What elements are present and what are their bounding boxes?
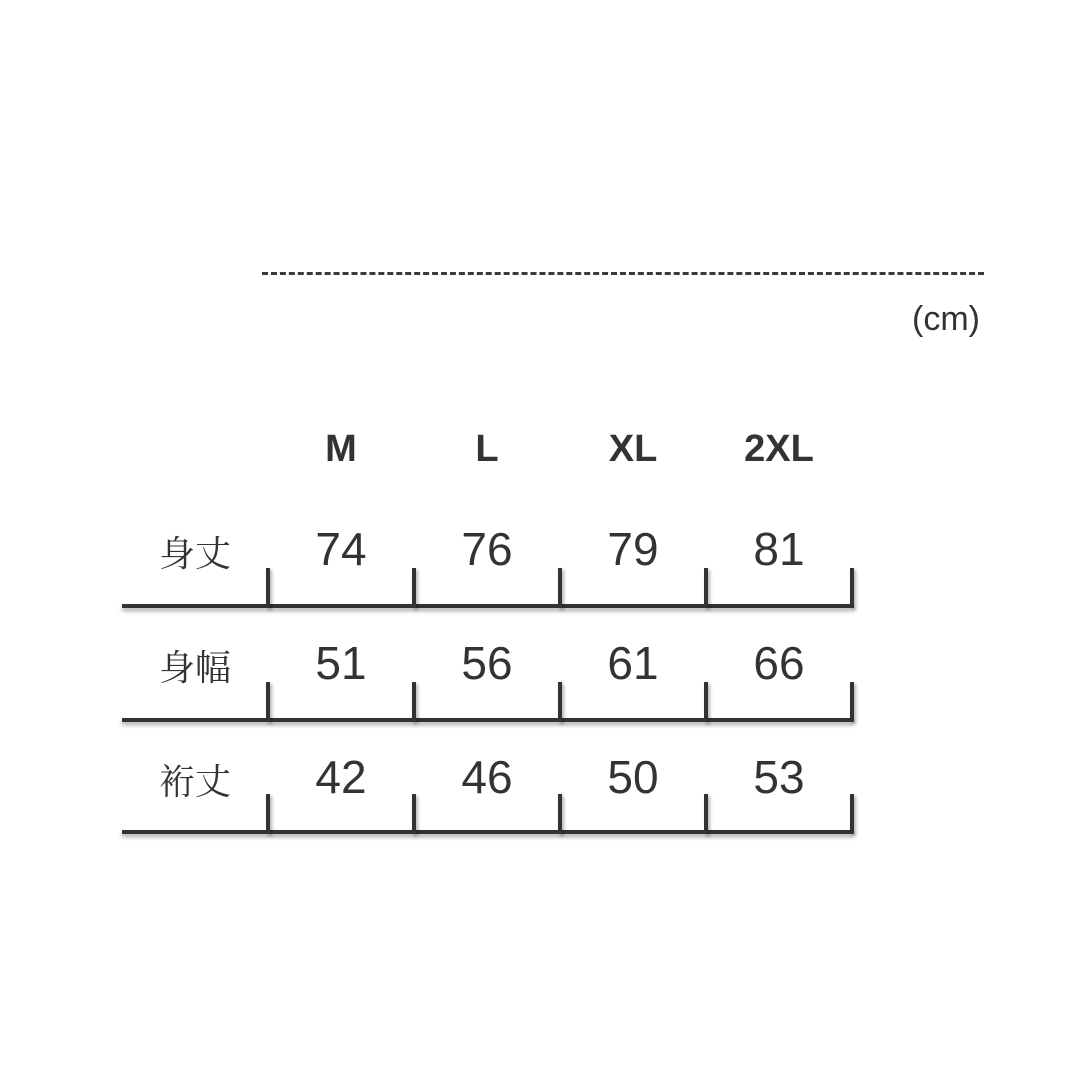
column-header-m: M <box>325 428 357 470</box>
table-cell: 46 <box>461 751 513 803</box>
table-cell: 79 <box>607 523 659 575</box>
row-label-sleeve-length: 裄丈 <box>158 762 231 803</box>
table-cell: 56 <box>461 637 513 689</box>
cell-tick <box>266 794 270 834</box>
table-cell: 51 <box>315 637 367 689</box>
table-cell: 50 <box>607 751 659 803</box>
row-divider <box>122 830 854 834</box>
cell-tick <box>412 682 416 722</box>
cell-tick <box>266 568 270 608</box>
cell-tick <box>704 682 708 722</box>
dashed-divider <box>262 272 984 275</box>
table-cell: 53 <box>753 751 805 803</box>
cell-tick <box>412 568 416 608</box>
table-cell: 81 <box>753 523 805 575</box>
table-cell: 66 <box>753 637 805 689</box>
row-label-body-length: 身丈 <box>158 534 231 575</box>
cell-tick <box>558 794 562 834</box>
row-divider <box>122 604 854 608</box>
cell-tick <box>850 568 854 608</box>
unit-label: (cm) <box>912 300 980 338</box>
cell-tick <box>704 568 708 608</box>
cell-tick <box>850 794 854 834</box>
row-label-body-width: 身幅 <box>158 648 231 689</box>
column-header-2xl: 2XL <box>744 428 814 470</box>
cell-tick <box>704 794 708 834</box>
table-cell: 76 <box>461 523 513 575</box>
table-cell: 61 <box>607 637 659 689</box>
cell-tick <box>266 682 270 722</box>
column-header-xl: XL <box>608 428 658 470</box>
column-header-l: L <box>475 428 499 470</box>
cell-tick <box>850 682 854 722</box>
cell-tick <box>558 568 562 608</box>
cell-tick <box>558 682 562 722</box>
table-cell: 42 <box>315 751 367 803</box>
cell-tick <box>412 794 416 834</box>
row-divider <box>122 718 854 722</box>
table-cell: 74 <box>315 523 367 575</box>
